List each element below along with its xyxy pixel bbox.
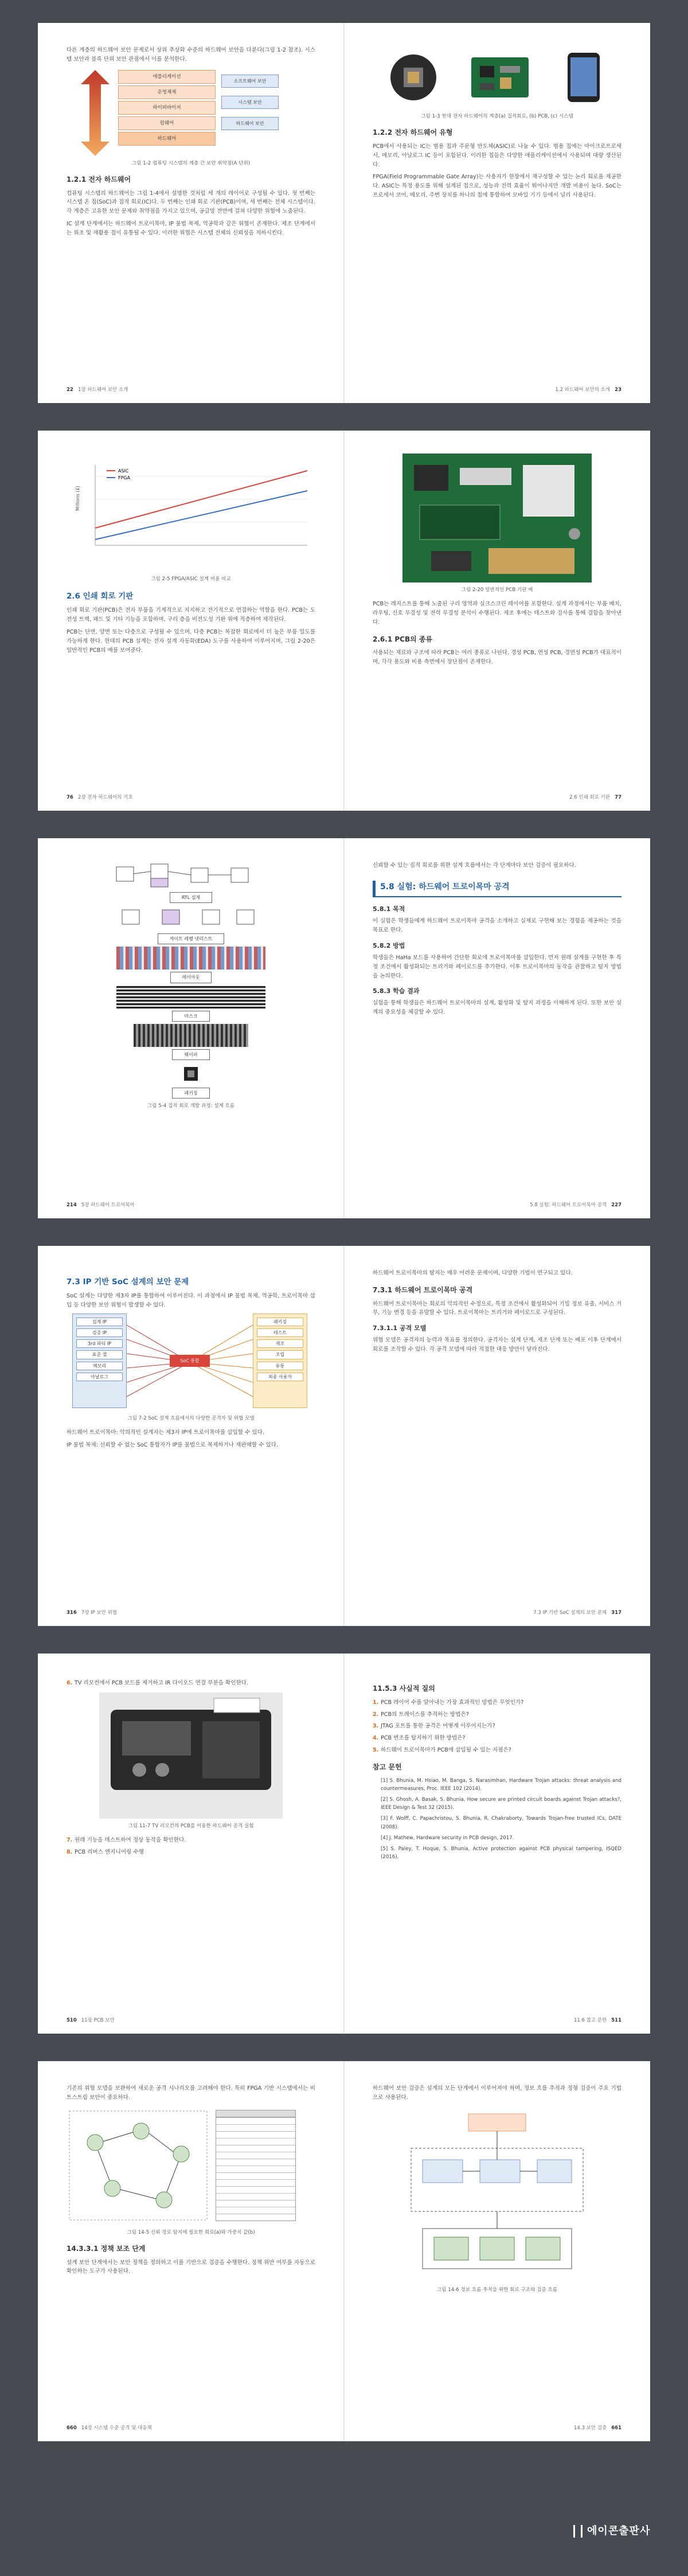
- ic-chip-icon: [388, 52, 439, 103]
- spread-2: [38, 431, 650, 811]
- figure-caption: 그림 2-5 FPGA/ASIC 설계 비용 비교: [151, 576, 231, 582]
- paragraph: 설계 보안 단계에서는 보안 정책을 정의하고 이를 기반으로 검증을 수행한다. 정책 위반 여부를 자동으로 확인하는 도구가 사용된다.: [67, 2259, 315, 2275]
- page-number: 661: [611, 2425, 621, 2431]
- list-item-text: PCB 레이어 수를 알아내는 가장 효과적인 방법은 무엇인가?: [381, 1699, 524, 1706]
- list-item-text: JTAG 포트를 통한 공격은 어떻게 이루어지는가?: [381, 1723, 495, 1730]
- layer-item: 하드웨어: [118, 132, 216, 146]
- fab-side-box: [253, 1314, 307, 1408]
- subsection-heading: 5.8.1 목적: [373, 905, 405, 913]
- page-227: [344, 838, 650, 1218]
- soc-threat-figure: [67, 1314, 315, 1411]
- running-title: 11.6 참고 문헌: [573, 2017, 607, 2023]
- paragraph: 인쇄 회로 기판(PCB)은 전자 부품을 기계적으로 지지하고 전기적으로 연결하는 역할을 한다. PCB는 도전성 트랙, 패드 및 기타 기능을 포함하며, 구리 층을 비전도성 기판 위에 적층하여 제작된다.: [67, 607, 315, 623]
- subsection-heading: 7.3.1.1 공격 모델: [373, 1324, 427, 1332]
- list-item: 8. PCB 리버스 엔지니어링 수행: [67, 1848, 144, 1855]
- paragraph: 하드웨어 트로이목마: 악의적인 설계자는 제3자 IP에 트로이목마를 삽입할 수 있다.: [67, 1429, 265, 1436]
- soc-integration-box: SoC 통합: [170, 1355, 210, 1367]
- running-title: 1장 하드웨어 보안 소개: [77, 386, 128, 393]
- figure-caption: 그림 5-4 집적 회로 개발 과정: 설계 흐름: [147, 1103, 235, 1109]
- pcb-icon: [468, 52, 531, 103]
- design-flow-figure: [105, 861, 277, 1099]
- page-number: 22: [67, 386, 73, 393]
- page-footer: [67, 386, 315, 394]
- subsection-heading: 5.8.3 학습 결과: [373, 987, 420, 995]
- fpga-line: [95, 491, 307, 540]
- flow-step: 웨이퍼: [172, 1049, 209, 1060]
- page-316: [38, 1246, 344, 1626]
- flow-step: 마스크: [172, 1011, 209, 1022]
- page-number: 214: [67, 1202, 77, 1208]
- reference-item: [4] J. Mathew, Hardware security in PCB design, 2017.: [381, 1835, 514, 1841]
- page-footer: [67, 2016, 315, 2024]
- page-footer: [67, 1201, 315, 1209]
- figure-pyramid: [78, 70, 315, 156]
- page-footer: [373, 793, 621, 802]
- paragraph: SoC 설계는 다양한 제3자 IP를 통합하여 이루어진다. 이 과정에서 IP 불법 복제, 역공학, 트로이목마 삽입 등 다양한 보안 위협이 발생할 수 있다.: [67, 1293, 315, 1309]
- section-heading: 11.5.3 사실적 질의: [373, 1684, 435, 1692]
- page-footer: [373, 2424, 621, 2432]
- publisher-name: 에이콘출판사: [587, 2525, 651, 2537]
- reference-item: [5] S. Paley, T. Hoque, S. Bhunia, Active protection against PCB physical tampering, ISQED (2016).: [381, 1846, 621, 1860]
- paragraph: IC 설계 단계에서는 하드웨어 트로이목마, IP 불법 복제, 역공학과 같은 위협이 존재한다. 제조 단계에서는 위조 및 재활용 칩이 유통될 수 있다. 이러한 위협은 시스템 전체의 신뢰성을 저하시킨다.: [67, 221, 315, 236]
- paragraph: 하드웨어 트로이목마는 회로의 악의적인 수정으로, 특정 조건에서 활성화되어 기밀 정보 유출, 서비스 거부, 기능 변경 등을 유발할 수 있다. 트로이목마는 트리거와 페이로드로 구성된다.: [373, 1300, 621, 1316]
- page-23: [344, 23, 650, 403]
- figure-caption: 그림 1-3 현대 전자 하드웨어의 계층(a) 집적회로, (b) PCB, (c) 시스템: [421, 114, 573, 119]
- layer-item: 하이퍼바이저: [118, 101, 216, 115]
- page-number: 316: [67, 1609, 77, 1616]
- figure-caption: 그림 2-20 일반적인 PCB 기판 예: [461, 587, 533, 593]
- subsection-heading: 5.8.2 방법: [373, 941, 405, 949]
- ip-item: 아날로그: [76, 1373, 123, 1381]
- figure-hardware: [373, 46, 621, 109]
- logic-circuit-icon: [111, 861, 271, 890]
- paragraph: 위협 모델은 공격자의 능력과 목표를 정의한다. 공격자는 설계 단계, 제조 단계 또는 배포 이후 단계에서 회로를 조작할 수 있다. 각 공격 모델에 따라 적절한 대응 방안이 달라진다.: [373, 1337, 621, 1353]
- publisher-logo: [573, 2523, 650, 2538]
- page-511: [344, 1654, 650, 2034]
- spread-1: [38, 23, 650, 403]
- section-heading: 7.3 IP 기반 SoC 설계의 보안 문제: [67, 1277, 189, 1287]
- stage-item: 제조: [257, 1339, 303, 1348]
- paragraph: 하드웨어 트로이목마의 탐지는 매우 어려운 문제이며, 다양한 기법이 연구되고 있다.: [373, 1270, 573, 1276]
- section-heading: 2.6.1 PCB의 종류: [373, 635, 433, 643]
- paragraph: 이 실험은 학생들에게 하드웨어 트로이목마 공격을 소개하고 실제로 구현해 보는 경험을 제공하는 것을 목표로 한다.: [373, 918, 621, 933]
- stage-item: 패키징: [257, 1318, 303, 1326]
- figure-caption: 그림 11-7 TV 리모컨의 PCB를 이용한 하드웨어 공격 실험: [128, 1823, 254, 1829]
- tv-remote-pcb-photo: [99, 1692, 283, 1819]
- spread-3: [38, 838, 650, 1218]
- paragraph: 기존의 위협 모델을 보완하여 새로운 공격 시나리오를 고려해야 한다. 특히 FPGA 기반 시스템에서는 비트스트림 보안이 중요하다.: [67, 2085, 315, 2101]
- reference-item: [1] S. Bhunia, M. Hsiao, M. Banga, S. Narasimhan, Hardware Trojan attacks: threat analysis and countermeasures, Proc. IEEE 102 (2014).: [381, 1777, 621, 1792]
- page-number: 77: [615, 794, 621, 800]
- paragraph: PCB에서 사용되는 IC는 범용 칩과 주문형 반도체(ASIC)로 나눌 수 있다. 범용 칩에는 마이크로프로세서, 메모리, 아날로그 IC 등이 포함된다. 이러한 칩들은 다양한 애플리케이션에서 사용되며 대량 생산된다.: [373, 143, 621, 168]
- list-item: 5. 하드웨어 트로이목마가 PCB에 삽입될 수 있는 지점은?: [373, 1747, 511, 1754]
- paragraph: IP 불법 복제: 신뢰할 수 없는 SoC 통합자가 IP를 불법으로 복제하거나 재판매할 수 있다.: [67, 1441, 279, 1448]
- y-axis-label: Millions (£): [75, 486, 80, 511]
- step-list: [67, 1679, 315, 1688]
- page-number: 76: [67, 794, 73, 800]
- running-title: 2.6 인쇄 회로 기판: [569, 794, 611, 800]
- page-number: 227: [611, 1202, 621, 1208]
- trust-path-figure: [67, 2108, 315, 2223]
- running-title: 5.8 실험: 하드웨어 트로이목마 공격: [530, 1202, 607, 1208]
- paragraph: FPGA(Field Programmable Gate Array)는 사용자가 현장에서 재구성할 수 있는 논리 회로를 제공한다. ASIC는 특정 용도를 위해 설계된 칩으로, 성능과 전력 효율이 뛰어나지만 개발 비용이 높다. SoC는 프로세서 코어, 메모리, 주변 장치를 하나의 칩에 통합하여 모바일 기기 등에서 널리 사용된다.: [373, 174, 621, 199]
- figure-caption: 그림 14-5 신뢰 경로 탐지에 필요한 회로(a)와 가중치 값(b): [127, 2229, 255, 2235]
- list-item: 2. PCB의 트레이스를 추적하는 방법은?: [373, 1711, 469, 1718]
- page-77: [344, 431, 650, 811]
- graph-diagram: [67, 2108, 210, 2223]
- legend-item: ASIC: [118, 468, 129, 474]
- page-footer: [67, 793, 315, 802]
- question-list: [373, 1698, 621, 1755]
- page-footer: [67, 2424, 315, 2432]
- logo-icon: [573, 2525, 583, 2538]
- wafer-image: [134, 1024, 248, 1047]
- paragraph: 사용되는 재료와 구조에 따라 PCB는 여러 종류로 나뉜다. 경성 PCB, 연성 PCB, 경연성 PCB가 대표적이며, 각각 용도와 비용 측면에서 장단점이 존재한다.: [373, 650, 621, 666]
- page-22: [38, 23, 344, 403]
- stage-item: 최종 사용자: [257, 1373, 303, 1381]
- running-title: 14장 시스템 수준 공격 및 대응책: [81, 2425, 152, 2431]
- step-list: [67, 1836, 315, 1857]
- flow-step: 게이트 레벨 넷리스트: [158, 933, 225, 944]
- ip-item: 표준 셀: [76, 1350, 123, 1359]
- page-510: [38, 1654, 344, 2034]
- figure-caption: 그림 14-6 정보 흐름 추적을 위한 회로 구조와 검증 흐름: [436, 2286, 558, 2293]
- spread-5: [38, 1654, 650, 2034]
- running-title: 1.2 하드웨어 보안의 소개: [555, 386, 611, 393]
- page-footer: [373, 386, 621, 394]
- mask-image: [116, 986, 265, 1008]
- legend-item: FPGA: [118, 475, 131, 480]
- figure-caption: 그림 1-2 컴퓨팅 시스템의 계층 간 보안 취약점(A 단위): [131, 160, 251, 166]
- list-item: 3. JTAG 포트를 통한 공격은 어떻게 이루어지는가?: [373, 1723, 495, 1730]
- info-flow-diagram: [388, 2108, 606, 2280]
- page-number: 510: [67, 2017, 77, 2023]
- arrow-icon: [78, 70, 112, 156]
- list-item-text: 원래 기능을 테스트하여 정상 동작을 확인한다.: [75, 1837, 186, 1843]
- page-number: 23: [615, 386, 621, 393]
- running-title: 11장 PCB 보안: [81, 2017, 115, 2023]
- spread-4: [38, 1246, 650, 1626]
- list-item: 6. TV 리모컨에서 PCB 보드를 제거하고 IR 다이오드 연결 부분을 확인한다.: [67, 1680, 249, 1686]
- reference-item: [3] F. Wolff, C. Papachristou, S. Bhunia, R. Chakraborty, Towards Trojan-free trusted ICs, DATE (2008).: [381, 1816, 621, 1830]
- side-label: 하드웨어 보안: [221, 117, 279, 130]
- page-footer: [373, 1609, 621, 1617]
- list-item: 4. PCB 변조를 탐지하기 위한 방법은?: [373, 1735, 466, 1742]
- spread-6: [38, 2061, 650, 2441]
- list-item: 1. PCB 레이어 수를 알아내는 가장 효과적인 방법은 무엇인가?: [373, 1699, 524, 1706]
- paragraph: PCB는 단면, 양면 또는 다층으로 구성될 수 있으며, 다층 PCB는 복잡한 회로에서 더 높은 부품 밀도를 가능하게 한다. 현대의 PCB 설계는 전자 설계 자동화(EDA) 도구를 사용하여 이루어지며, 그림 2-20은 일반적인 PCB의 예를 보여준다.: [67, 628, 315, 654]
- side-label: 소프트웨어 보안: [221, 75, 279, 88]
- layer-stack: [118, 70, 216, 156]
- stage-item: 조립: [257, 1350, 303, 1359]
- flow-step: 패키징: [172, 1088, 209, 1099]
- stage-item: 유통: [257, 1362, 303, 1370]
- paragraph: 컴퓨팅 시스템의 하드웨어는 그림 1-4에서 설명한 것처럼 세 개의 레이어로 구성될 수 있다. 첫 번째는 시스템 온 칩(SoC)과 집적 회로(IC)다. 두 번째는 인쇄 회로 기판(PCB)이며, 세 번째는 전체 시스템이다. 각 계층은 고유한 보안 문제와 취약점을 가지고 있으며, 공급망 전반에 걸쳐 다양한 위협에 노출된다.: [67, 190, 315, 215]
- list-item-text: PCB 리버스 엔지니어링 수행: [75, 1848, 144, 1855]
- side-label: 시스템 보안: [221, 96, 279, 109]
- list-item: 7. 원래 기능을 테스트하여 정상 동작을 확인한다.: [67, 1837, 186, 1843]
- design-side-box: [72, 1314, 127, 1408]
- logic-circuit-icon: [111, 905, 271, 931]
- figure-caption: 그림 7-2 SoC 설계 흐름에서의 다양한 공격자 및 위협 모델: [127, 1415, 255, 1421]
- running-title: 14.3 보안 검증: [573, 2425, 607, 2431]
- list-item-text: PCB 변조를 탐지하기 위한 방법은?: [381, 1735, 466, 1742]
- page-number: 317: [611, 1609, 621, 1616]
- page-number: 511: [611, 2017, 621, 2023]
- list-item-text: PCB의 트레이스를 추적하는 방법은?: [381, 1711, 469, 1718]
- page-660: [38, 2061, 344, 2441]
- section-heading: 5.8 실험: 하드웨어 트로이목마 공격: [373, 881, 621, 897]
- layer-item: 애플리케이션: [118, 70, 216, 84]
- flow-step: RTL 설계: [170, 892, 212, 903]
- page-214: [38, 838, 344, 1218]
- paragraph: 실험을 통해 학생들은 하드웨어 트로이목마의 설계, 활성화 및 탐지 과정을 이해하게 된다. 또한 보안 설계의 중요성을 체감할 수 있다.: [373, 1000, 621, 1016]
- chip-package-icon: [179, 1062, 202, 1085]
- section-heading: 1.2.1 전자 하드웨어: [67, 175, 131, 183]
- running-title: 5장 하드웨어 트로이목마: [81, 1202, 135, 1208]
- paragraph: 학생들은 HaHa 보드를 사용하여 간단한 회로에 트로이목마를 삽입한다. 먼저 원래 설계를 구현한 후 특정 조건에서 활성화되는 트리거와 페이로드를 추가한다. 이후 트로이목마의 동작을 관찰하고 탐지 방법을 논의한다.: [373, 954, 621, 979]
- list-item-text: 하드웨어 트로이목마가 PCB에 삽입될 수 있는 지점은?: [381, 1747, 511, 1754]
- layout-image: [116, 947, 265, 970]
- page-footer: [373, 1201, 621, 1209]
- reference-list: [373, 1777, 621, 1862]
- paragraph: PCB는 레지스트를 통해 노출된 구리 영역과 실크스크린 레이어를 포함한다. 설계 과정에서는 부품 배치, 라우팅, 신호 무결성 및 전력 무결성 분석이 수행된다. 제조 후에는 테스트와 검사를 통해 결함을 찾아낸다.: [373, 601, 621, 626]
- cost-chart: [72, 459, 313, 568]
- paragraph: 신뢰할 수 있는 집적 회로를 위한 설계 흐름에서는 각 단계마다 보안 검증이 필요하다.: [373, 862, 576, 869]
- list-item-text: TV 리모컨에서 PCB 보드를 제거하고 IR 다이오드 연결 부분을 확인한다.: [75, 1680, 249, 1686]
- page-317: [344, 1246, 650, 1626]
- flow-step: 레이아웃: [170, 972, 212, 983]
- running-title: 2장 전자 하드웨어의 기초: [77, 794, 133, 800]
- layer-item: 운영체제: [118, 85, 216, 99]
- layer-item: 펌웨어: [118, 116, 216, 130]
- running-title: 7장 IP 보안 위협: [81, 1609, 118, 1616]
- ip-item: 메모리: [76, 1362, 123, 1370]
- page-76: [38, 431, 344, 811]
- reference-item: [2] S. Ghosh, A. Basak, S. Bhunia, How secure are printed circuit boards against Trojan attacks?, IEEE Design & Test 32 (2015).: [381, 1797, 621, 1811]
- ip-item: 설계 IP: [76, 1318, 123, 1326]
- stage-item: 테스트: [257, 1328, 303, 1337]
- page-footer: [373, 2016, 621, 2024]
- page-footer: [67, 1609, 315, 1617]
- pcb-photo: [402, 454, 592, 583]
- page-number: 660: [67, 2425, 77, 2431]
- section-heading: 7.3.1 하드웨어 트로이목마 공격: [373, 1285, 473, 1294]
- running-title: 7.3 IP 기반 SoC 설계의 보안 문제: [533, 1609, 607, 1616]
- page-661: [344, 2061, 650, 2441]
- paragraph: 다른 계층의 하드웨어 보안 문제로서 상위 추상화 수준의 하드웨어 보안을 다룬다(그림 1-2 참조). 시스템 보안과 블록 단위 보안 관점에서 이를 분석한다.: [67, 47, 315, 62]
- ip-item: 3rd 파티 IP: [76, 1339, 123, 1348]
- paragraph: 하드웨어 보안 검증은 설계의 모든 단계에서 이루어져야 하며, 정보 흐름 추적과 정형 검증이 주요 기법으로 사용된다.: [373, 2085, 621, 2101]
- section-heading: 참고 문헌: [373, 1762, 402, 1771]
- section-heading: 2.6 인쇄 회로 기판: [67, 592, 134, 601]
- section-heading: 1.2.2 전자 하드웨어 유형: [373, 128, 453, 137]
- side-labels: [221, 75, 279, 156]
- weight-table: [216, 2110, 296, 2221]
- ip-item: 검증 IP: [76, 1328, 123, 1337]
- smartphone-icon: [561, 50, 607, 105]
- section-heading: 14.3.3.1 정책 보조 단계: [67, 2244, 146, 2253]
